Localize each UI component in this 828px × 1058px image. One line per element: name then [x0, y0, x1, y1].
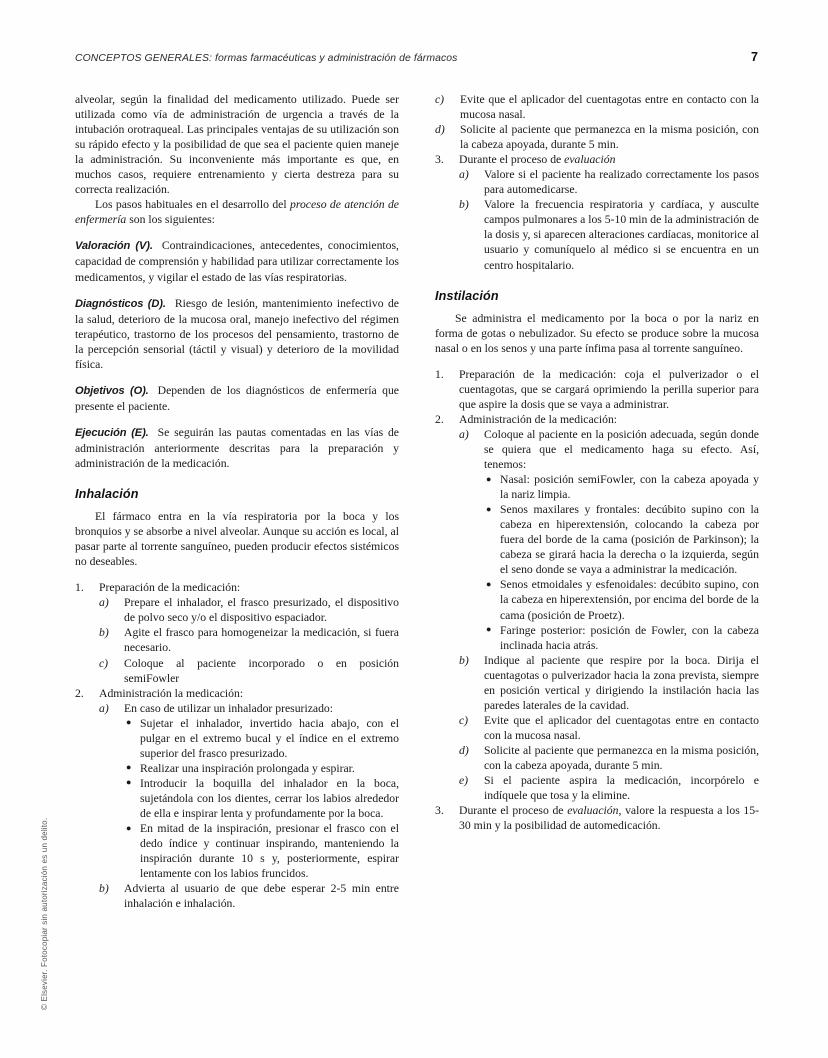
list-item [435, 367, 759, 412]
bullet-icon: ● [126, 717, 132, 728]
list-item [459, 427, 759, 653]
two-column-body [75, 92, 759, 1007]
list-item [459, 653, 759, 713]
list-item [459, 773, 759, 803]
running-head [75, 50, 758, 68]
bullet-icon: ● [486, 624, 492, 635]
list-item-text: Preparación de la medicación: [99, 581, 241, 595]
bullet-icon: ● [486, 503, 492, 514]
paragraph-valoracion [75, 238, 399, 284]
sub-list [99, 701, 399, 912]
list-item [459, 713, 759, 743]
list-marker: b) [459, 198, 469, 212]
inhalacion-sub-list-continued [435, 92, 759, 152]
list-item [484, 577, 759, 622]
paragraph-pasos-habituales [75, 197, 399, 227]
heading-inhalacion: Inhalación [75, 487, 139, 502]
list-item [124, 716, 399, 761]
list-item-text: Advierta al usuario de que debe esperar 2-5 min entre inhalación e inhalación. [124, 882, 399, 911]
list-item-text: Coloque al paciente incorporado o en posición semiFowler [124, 656, 399, 685]
instilacion-step-list [435, 367, 759, 833]
list-item-text: En mitad de la inspiración, presionar el frasco con el dedo índice y continuar inspirando, manteniendo la inspiración durante 10 s y, posteriormente, espirar lentamente con los labios fruncidos. [140, 822, 399, 881]
bullet-icon: ● [486, 578, 492, 589]
list-item-text: Preparación de la medicación: coja el pulverizador o el cuentagotas, que se cargará oprimiendo la perilla superior para que aspire la dosis que se vaya a administrar. [459, 367, 759, 411]
list-marker: b) [459, 653, 469, 667]
paragraph-diagnosticos [75, 296, 399, 372]
list-item [435, 122, 759, 152]
list-item-text: Solicite al paciente que permanezca en la misma posición, con la cabeza apoyada, durante 5 min. [484, 743, 759, 772]
list-marker: 1. [435, 367, 444, 381]
bullet-icon: ● [126, 762, 132, 773]
list-item [124, 776, 399, 821]
list-item [99, 881, 399, 911]
list-marker: a) [459, 168, 469, 182]
list-item [99, 595, 399, 625]
valoracion-text: Contraindicaciones, antecedentes, conocimientos, capacidad de comprensión y habilidad para utilizar correctamente los medicamentos, y vigilar el estado de las vías respiratorias. [75, 239, 399, 284]
list-item-text-italic: evaluación [567, 804, 619, 818]
valoracion-label: Valoración (V). [75, 240, 153, 253]
paragraph-continued: alveolar, según la finalidad del medicamento utilizado. Puede ser utilizada como vía de administración de urgencia a través de la intubación orotraqueal. Las principales ventajas de su utilización son su rápido efecto y la posibilidad de que sea el paciente quien maneje la administración. Su inconveniente más importante es que, en muchos casos, requiere entrenamiento y cierta destreza para su correcta realización. [75, 93, 399, 197]
list-item [484, 623, 759, 653]
diagnosticos-text: Riesgo de lesión, mantenimiento inefectivo de la salud, deterioro de la mucosa oral, manejo inefectivo del régimen terapéutico, trastorno de los procesos del pensamiento, trastorno de la percepción sensorial (táctil y visual) y deterioro de la movilidad física. [75, 296, 399, 371]
list-item [459, 167, 759, 197]
list-marker: 3. [435, 153, 444, 167]
list-item-text: Sujetar el inhalador, invertido hacia abajo, con el pulgar en el extremo bucal y el índice en el extremo superior del frasco presurizado. [140, 716, 399, 760]
bullet-icon: ● [126, 822, 132, 833]
list-item-text-b: , valore la respuesta a los 15-30 min y la posibilidad de automedicación. [459, 804, 759, 833]
bullet-list [124, 716, 399, 882]
paragraph-ejecucion [75, 425, 399, 471]
bullet-list [484, 472, 759, 653]
list-item-text-a: Durante el proceso de [459, 804, 568, 818]
pasos-text-b: son los siguientes: [126, 213, 215, 227]
list-item-text: Senos maxilares y frontales: decúbito supino con la cabeza en hiperextensión, colocando la cabeza por fuera del borde de la cama (posición de Parkinson); la cabeza se girará hacia la derecha o la izquierda, según el seno donde se vaya a administrar la medicación. [500, 503, 759, 577]
left-column [75, 92, 399, 1007]
paragraph-instilacion-intro: Se administra el medicamento por la boca o por la nariz en forma de gotas o nebulizador. Su efecto se produce sobre la mucosa nasal o en los senos y una parte ínfima pasa al torrente sanguíneo. [435, 311, 759, 355]
list-marker: d) [435, 123, 445, 137]
list-marker: a) [99, 596, 109, 610]
list-marker: b) [99, 882, 109, 896]
list-item-text: Si el paciente aspira la medicación, incorpórelo e indíquele que tosa y la elimine. [484, 774, 759, 803]
list-marker: c) [99, 656, 109, 670]
list-item-text: Faringe posterior: posición de Fowler, con la cabeza inclinada hacia atrás. [500, 623, 759, 652]
list-marker: 1. [75, 581, 84, 595]
list-item [99, 701, 399, 882]
list-item [484, 472, 759, 502]
list-item [459, 743, 759, 773]
list-marker: d) [459, 743, 469, 757]
objetivos-text: Dependen de los diagnósticos de enfermería que presente el paciente. [75, 383, 399, 413]
list-item-text-italic: evaluación [564, 153, 616, 167]
list-item [99, 656, 399, 686]
ejecucion-text: Se seguirán las pautas comentadas en las vías de administración anteriormente descritas para la preparación y administración de la medicación. [75, 425, 399, 470]
list-marker: a) [459, 427, 469, 441]
inhalacion-evaluacion-list [435, 152, 759, 272]
list-item [459, 197, 759, 272]
list-item [435, 803, 759, 833]
list-item [99, 625, 399, 655]
objetivos-label: Objetivos (O). [75, 384, 149, 397]
right-column [435, 92, 759, 1007]
paragraph-objetivos [75, 383, 399, 414]
list-marker: 3. [435, 804, 444, 818]
bullet-icon: ● [486, 473, 492, 484]
pasos-text-a: Los pasos habituales en el desarrollo del [95, 198, 290, 212]
heading-instilacion: Instilación [435, 288, 499, 303]
list-marker: 2. [75, 686, 84, 700]
page-number: 7 [751, 50, 758, 64]
list-marker: b) [99, 626, 109, 640]
running-head-rest: formas farmacéuticas y administración de fármacos [212, 53, 458, 64]
list-marker: c) [459, 713, 469, 727]
list-item-text: Indique al paciente que respire por la boca. Dirija el cuentagotas o pulverizador hacia la zona prevista, siempre en posición vertical y dirigiendo la instilación hacia las paredes laterales de la cavidad. [484, 653, 759, 712]
list-item-text: Valore si el paciente ha realizado correctamente los pasos para automedicarse. [484, 168, 759, 197]
copyright-side-note: © Elsevier. Fotocopiar sin autorización es un delito. [40, 817, 49, 1010]
list-item-text: Coloque al paciente en la posición adecuada, según donde se quiera que el medicamento haga su efecto. Así, tenemos: [484, 427, 759, 472]
list-item-text: Evite que el aplicador del cuentagotas entre en contacto con la mucosa nasal. [460, 93, 759, 122]
sub-list [459, 167, 759, 272]
list-item-text: Administración la medicación: [99, 686, 244, 700]
list-item [435, 152, 759, 272]
sub-list [459, 427, 759, 803]
running-head-title [75, 53, 457, 64]
list-item [75, 686, 399, 912]
list-item [124, 821, 399, 881]
list-item-text: Realizar una inspiración prolongada y espirar. [140, 761, 355, 775]
sub-list [99, 595, 399, 685]
list-item-text: Agite el frasco para homogeneizar la medicación, si fuera necesario. [124, 626, 399, 655]
list-item-text: En caso de utilizar un inhalador presurizado: [124, 701, 333, 715]
list-marker: e) [459, 774, 469, 788]
list-item [124, 761, 399, 776]
bullet-icon: ● [126, 777, 132, 788]
list-marker: a) [99, 701, 109, 715]
list-item-text: Valore la frecuencia respiratoria y cardíaca, y ausculte campos pulmonares a los 5-10 min de la administración de la dosis y, si aparecen alteraciones cardíacas, monitorice al usuario y comuníquelo al médico si se encuentra en un centro hospitalario. [484, 198, 759, 272]
list-item [484, 502, 759, 577]
list-item [75, 580, 399, 685]
pasos-text-italic: proceso de atención de enfermería [75, 198, 399, 227]
list-item-text-a: Durante el proceso de [459, 153, 565, 167]
list-item [435, 412, 759, 803]
list-item-text: Nasal: posición semiFowler, con la cabeza apoyada y la nariz limpia. [500, 473, 759, 502]
running-head-caps: CONCEPTOS GENERALES: [75, 53, 213, 64]
list-item-text: Administración de la medicación: [459, 412, 618, 426]
list-item [435, 92, 759, 122]
ejecucion-label: Ejecución (E). [75, 426, 149, 439]
list-item-text: Prepare el inhalador, el frasco presurizado, el dispositivo de polvo seco y/o el dispositivo espaciador. [124, 596, 399, 625]
diagnosticos-label: Diagnósticos (D). [75, 297, 166, 310]
list-item-text: Senos etmoidales y esfenoidales: decúbito supino, con la cabeza en hiperextensión, por encima del borde de la cama (posición de Proetz). [500, 578, 759, 622]
list-item-text: Introducir la boquilla del inhalador en la boca, sujetándola con los dientes, cerrar los labios alrededor de ella e inspirar lenta y profundamente por la boca. [140, 776, 399, 820]
list-marker: 2. [435, 412, 444, 426]
paragraph-inhalacion-intro: El fármaco entra en la vía respiratoria por la boca y los bronquios y se absorbe a nivel alveolar. Aunque su acción es local, al pasar parte al torrente sanguíneo, pueden producir efectos sistémicos no deseables. [75, 510, 399, 569]
list-item-text: Evite que el aplicador del cuentagotas entre en contacto con la mucosa nasal. [484, 713, 759, 742]
list-item-text: Solicite al paciente que permanezca en la misma posición, con la cabeza apoyada, durante 5 min. [460, 123, 759, 152]
inhalacion-step-list [75, 580, 399, 911]
list-marker: c) [435, 93, 445, 106]
